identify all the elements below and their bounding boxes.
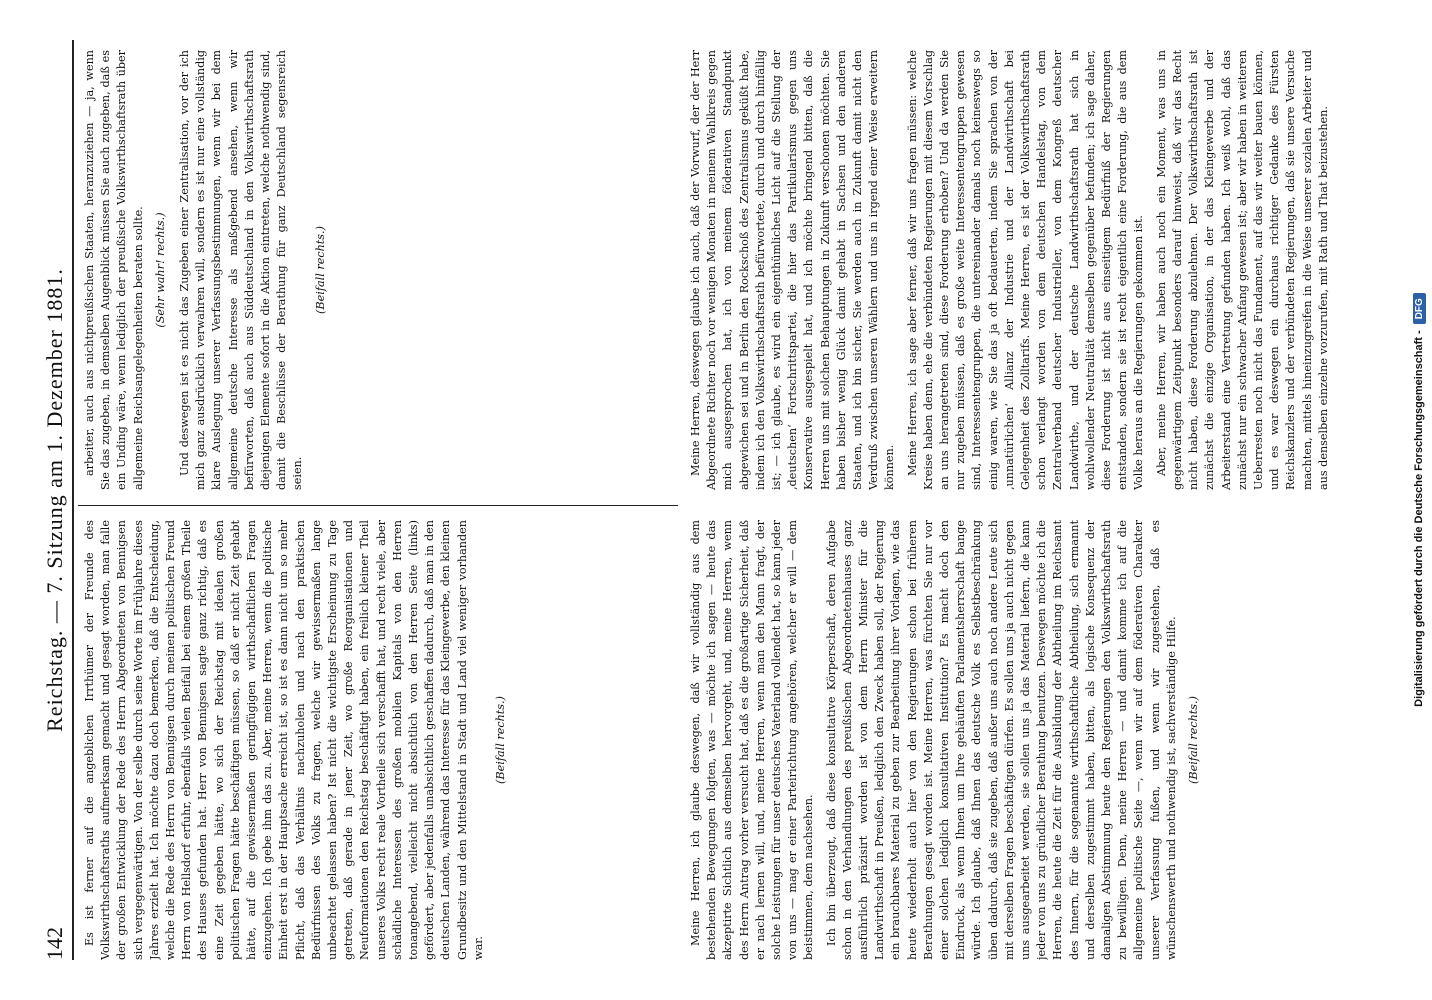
column-divider (78, 505, 678, 506)
paragraph: Meine Herren, ich sage aber ferner, daß wir uns fragen müssen: welche Kreise haben denn, ehe die verbündeten Regierungen mit diesem Vorschlag an uns herangetreten sind, diese Forderung erhoben? Und da werden Sie nur zugeben müssen, daß es große weite Interessentengruppen gewesen sind, Interessentengruppen, die untereinander damals noch keineswegs so einig waren, wie Sie das ja oft bedauerten, indem Sie sprachen von der ‚unnatürlichen‘ Allianz der Industrie und der Landwirthschaft bei Gelegenheit des Zolltarifs. Meine Herren, es ist der Volkswirthschaftsrath schon verlangt worden von dem deutschen Handelstag, von dem Zentralverband deutscher Industrieller, von dem Kongreß deutscher Landwirthe, und der deutsche Landwirthschaftsrath hat sich in wohlwollender Neutralität demselben gegenüber befunden; ich sage daher, diese Forderung ist nicht aus einseitigem Bedürfniß der Regierungen entstanden, sondern sie ist recht eigentlich eine Forderung, die aus dem Volke heraus an die Regierungen gekommen ist. (905, 50, 1146, 490)
paragraph: Meine Herren, deswegen glaube ich auch, daß der Vorwurf, der der Herr Abgeordnete Richter noch vor wenigen Monaten in meinem Wahlkreis gegen mich ausgesprochen hat, ich von meinem föderativen Standpunkt abgewichen sei und in Berlin den Rockschoß des Zentralismus geküßt habe, indem ich den Volkswirthschaftsrath befürwortete, durch und durch hinfällig ist; — ich glaube, es wird ein eigenthümliches Licht auf die Stellung der ‚deutschen‘ Fortschrittspartei, die hier das Partikularismus gegen uns Konservative ausgespielt hat, und ich möchte bringend bitten, daß die Herren uns mit solchen Behauptungen in Zukunft verschonen möchten. Sie haben bisher wenig Glück damit gehabt in Sachsen und den anderen Staaten, und ich bin sicher, Sie werden auch in Zukunft damit nicht den Verdruß zwischen unseren Wählern und uns in irgend einer Weise erweitern können. (689, 50, 897, 490)
column-lower-right (688, 50, 1338, 490)
header-rule (72, 40, 74, 960)
rotated-print-area (38, 40, 1388, 960)
paragraph: Es ist ferner auf die angeblichen Irrthümer der Freunde des Volkswirthschaftsraths aufmerksam gemacht und gesagt worden, man falle der großen Entwicklung der Rede des Herrn Abgeordneten von Bennigsen sich vergegenwärtigen. Von der selbe durch seine Worte im Frühjahre dieses Jahres erzielt hat. Ich möchte dazu doch bemerken, daß die Entscheidung, welche die Rede des Herrn von Bennigsen durch meinen politischen Freund Herrn von Hellsdorf erfuhr, ebenfalls vielen Beifall bei einem großen Theile des Hauses gefunden hat. Herr von Bennigsen sagte ganz richtig, daß es eine Zeit gegeben hätte, wo sich der Reichstag mit idealen großen politischen Fragen hätte beschäftigen müssen, so daß er nicht Zeit gehabt hätte, auf die gewissermaßen geringfügigen wirthschaftlichen Fragen einzugehen. Ich gebe ihm das zu. Aber, meine Herren, wenn die politische Einheit erst in der Hauptsache erreicht ist, so ist es dann nicht um so mehr Pflicht, daß das Verhältnis nachzuholen und nach den praktischen Bedürfnissen des Volks zu fragen, welche wir gewissermaßen lange unbeachtet gelassen haben? Ist nicht die wichtigste Erscheinung zu Tage getreten, daß gerade in jener Zeit, wo große Reorganisationen und Neuformationen den Reichstag beschäftigt haben, ein freilich kleiner Theil unseres Volks recht reale Vortheile sich verschafft hat, und recht viele, aber schädliche Interessen des großen mobilen Kapitals von den Herren tonangebend, vielleicht nicht absichtlich von den Herren Seite (links) gefördert, aber jedenfalls unabsichtlich geschaffen dadurch, daß man in den deutschen Landen, während das Interesse für das Kleingewerbe, den kleinen Grundbesitz und den Mittelstand in Stadt und Land viel weniger vorhanden war. (83, 520, 485, 960)
applause-note: (Beifall rechts.) (494, 696, 508, 784)
paragraph: Und deswegen ist es nicht das Zugeben einer Zentralisation, vor der ich mich ganz ausdrücklich verwahren will, sondern es ist nur eine vollständig klare Auslegung unserer Verfassungsbestimmungen, wenn wir bei dem allgemeine deutsche Interesse als maßgebend ansehen, wenn wir befürworten, daß auch aus Süddeutschland in den Volkswirthschaftsrath diejenigen Elemente sofort in die Aktion eintreten, welche nothwendig sind, damit die Beschlüsse der Berathung für ganz Deutschland segensreich seien. (178, 50, 305, 490)
dfg-logo: DFG (1413, 293, 1426, 324)
page-header (38, 40, 72, 960)
applause-note: (Beifall rechts.) (313, 226, 327, 314)
digitization-credit (1408, 0, 1430, 1000)
paragraph: Ich bin überzeugt, daß diese konsultative Körperschaft, deren Aufgabe schon in den Verhandlungen des preußischen Abgeordnetenhauses ganz ausführlich präzisirt worden ist von dem Herrn Minister für die Landwirthschaft in Preußen, lediglich den Zweck haben soll, der Regierung ein brauchbares Material zu geben zur Bearbeitung ihrer Vorlagen, wie das heute wiederholt auch hier von den Regierungen schon bei früheren Berathungen gesagt worden ist. Meine Herren, was fürchten Sie nur vor einer solchen lediglich konsultativen Institution? Es macht doch den Eindruck, als wenn Ihnen um Ihre gehäuften Parlamentsherrschaft bange würde. Ich glaube, daß Ihnen das deutsche Volk es Selbstbeschränkung üben dadurch, daß sie zugeben, daß außer uns auch noch andere Leute sich mit derselben Fragen beschäftigen dürfen. Es sollen uns ja auch nicht gegen uns ausgearbeitet werden, sie sollen uns ja das Material liefern, die kann jeder von uns zu gründlicher Berathung benutzen. Deswegen möchte ich die Herren, die heute die Zeit für die Ausbildung der Abtheilung im Reichsamt des Innern, für die sogenannte wirthschaftliche Abtheilung, sich ermannt und derselben zugestimmt haben, bitten, als logische Konsequenz der damaligen Abstimmung heute den Regierungen den Volkswirthschaftsrath zu bewilligen. Denn, meine Herren — und damit komme ich auf die allgemeine politische Seite —, wenn wir auf dem föderativen Charakter unserer Verfassung fußen, und wenn wir zugestehen, daß es wünschenswerth und nothwendig ist, sachverständige Hilfe. (824, 520, 1178, 960)
credit-text: Digitalisierung gefördert durch die Deutsche Forschungsgemeinschaft - (1413, 330, 1425, 707)
applause-note: (Sehr wahr! rechts.) (153, 212, 167, 328)
page-title: Reichstag. — 7. Sitzung am 1. Dezember 1881. (42, 268, 67, 732)
paragraph: Aber, meine Herren, wir haben auch noch ein Moment, was uns in gegenwärtigem Zeitpunkt besonders darauf hinweist, daß wir das Recht nicht haben, diese Forderung abzulehnen. Der Volkswirthschaftsrath ist zunächst die einzige Organisation, in der das Kleingewerbe und der Arbeiterstand eine Vertretung gefunden haben. Ich weiß wohl, daß das zunächst nur ein schwacher Anfang gewesen ist; aber wir haben in weiteren Ueberresten noch nicht das Fundament, auf das wir weiter bauen können, und es war deswegen ein durchaus richtiger Gedanke des Fürsten Reichskanzlers und der verbündeten Regierungen, daß sie unsere Versuche machten, mittels hineinzugreifen in die Weise unserer sozialen Arbeiter und aus denselben einzelne vorzurufen, mit Rath und That beizustehen. (1154, 50, 1330, 490)
paragraph: arbeiter, auch aus nichtpreußischen Staaten, heranzuziehen — ja, wenn Sie das zugeben, in demselben Augenblick müssen Sie auch zugeben, daß es ein Unding wäre, wenn lediglich der preußische Volkswirthschaftsrath über allgemeine Reichsangelegenheiten beraten sollte. (83, 50, 145, 490)
column-upper-right (82, 50, 682, 490)
paragraph: Meine Herren, ich glaube deswegen, daß wir vollständig aus dem bestehenden Bewegungen folgten, was — möchte ich sagen — heute das akzeptirte Sichtlich aus demselben hervorgeht, und, meine Herren, wenn des Herrn Antrag vorher versucht hat, daß es die großartige Sicherheit, daß er nach lernen will, und, meine Herren, wenn man den Mann fragt, der solche Leistungen für unser deutsches Vaterland vollendet hat, so kann jeder von uns — mag er einer Parteirichtung angehören, welcher er will — dem beistimmen, dem nachsehen. (689, 520, 816, 960)
applause-note: (Beifall rechts.) (1187, 696, 1201, 784)
column-lower-left (688, 520, 1338, 960)
page-number: 142 (42, 927, 67, 960)
column-upper-left (82, 520, 682, 960)
